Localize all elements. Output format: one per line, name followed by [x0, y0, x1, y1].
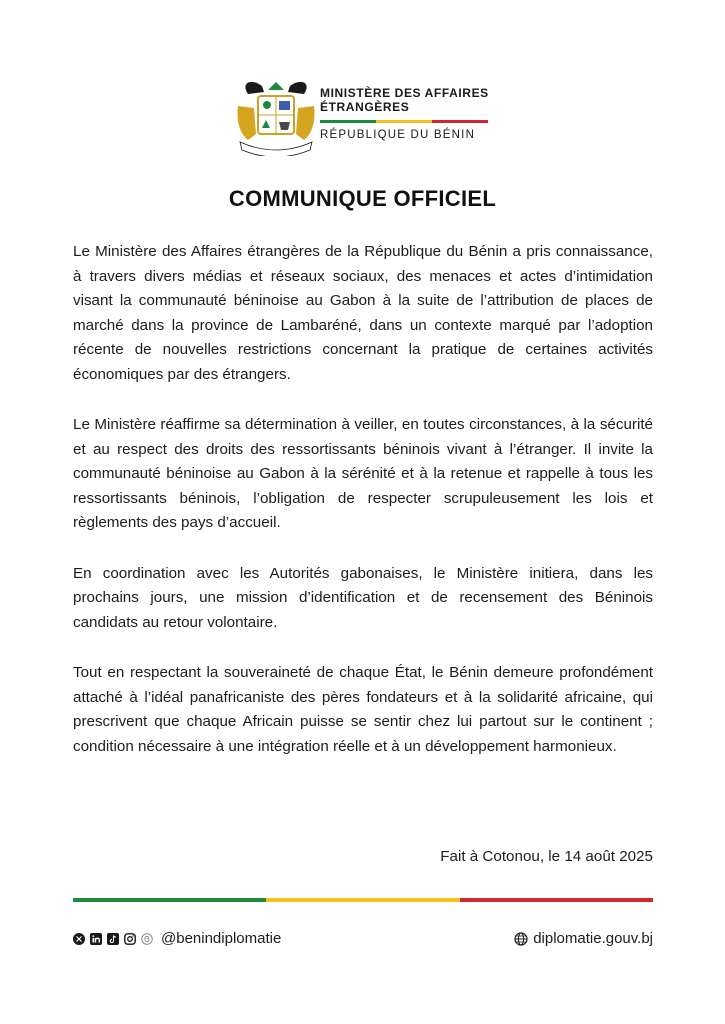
paragraph-3: En coordination avec les Autorités gabonaises, le Ministère initiera, dans les prochains jours, une mission d’identification et de recensement des Béninois candidats au retour volontaire.	[73, 564, 653, 631]
communique-body	[73, 240, 653, 785]
footer	[73, 930, 653, 952]
paragraph-2: Le Ministère réaffirme sa détermination à veiller, en toutes circonstances, à la sécurité et au respect des droits des ressortissants béninois vivant à l’étranger. Il invite la communauté béninoise au Gabon à la sérénité et à la retenue et rappelle à tous les ressortissants béninois, l’obligation de respecter scrupuleusement les lois et règlements des pays d’accueil.	[73, 416, 653, 531]
website-url[interactable]: diplomatie.gouv.bj	[533, 930, 653, 947]
tricolor-bar-footer	[73, 898, 653, 902]
republic-name: RÉPUBLIQUE DU BÉNIN	[320, 129, 476, 141]
letterhead	[234, 76, 496, 160]
website-link[interactable]	[514, 930, 653, 947]
paragraph-4: Tout en respectant la souveraineté de chaque État, le Bénin demeure profondément attaché à l’idéal panafricaniste des pères fondateurs et à la solidarité africaine, qui prescrivent que chaque Africain puisse se sentir chez lui partout sur le continent ; condition nécessaire à une intégration réelle et à un développement harmonieux.	[73, 664, 653, 755]
x-icon[interactable]	[73, 933, 85, 945]
tricolor-bar-small	[320, 120, 488, 123]
social-links	[73, 930, 281, 947]
threads-icon[interactable]	[141, 933, 153, 945]
ministry-name-line1: MINISTÈRE DES AFFAIRES	[320, 86, 489, 100]
ministry-name-line2: ÉTRANGÈRES	[320, 100, 410, 114]
coat-of-arms-emblem	[234, 76, 318, 156]
linkedin-icon[interactable]	[90, 933, 102, 945]
instagram-icon[interactable]	[124, 933, 136, 945]
social-handle[interactable]: @benindiplomatie	[161, 930, 282, 947]
signature-line: Fait à Cotonou, le 14 août 2025	[440, 848, 653, 865]
paragraph-1: Le Ministère des Affaires étrangères de la République du Bénin a pris connaissance, à travers divers médias et réseaux sociaux, des menaces et actes d’intimidation visant la communauté béninoise au Gabon à la suite de l’attribution de places de marché dans la province de Lambaréné, dans un contexte marqué par l’adoption récente de nouvelles restrictions concernant la pratique de certaines activités économiques par des étrangers.	[73, 243, 653, 383]
tiktok-icon[interactable]	[107, 933, 119, 945]
globe-icon	[514, 932, 528, 946]
page-title: COMMUNIQUE OFFICIEL	[228, 186, 497, 211]
ministry-block	[320, 86, 489, 141]
